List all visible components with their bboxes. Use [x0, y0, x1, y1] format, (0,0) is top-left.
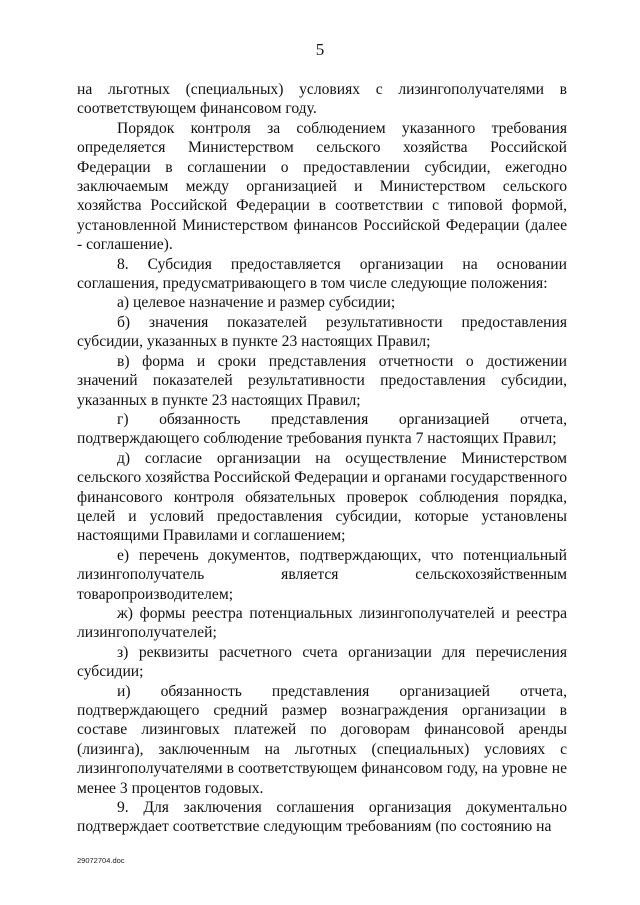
list-item: д) согласие организации на осуществление Министерством сельского хозяйства Российской Федерации и органами государственного финансового контроля обязательных проверок соблюдения порядка, целей и условий предоставления субсидии, которые установлены настоящими Правилами и соглашением; [77, 449, 567, 545]
list-item: б) значения показателей результативности предоставления субсидии, указанных в пункте 23 настоящих Правил; [77, 313, 567, 351]
paragraph: 8. Субсидия предоставляется организации на основании соглашения, предусматривающего в том числе следующие положения: [77, 255, 567, 293]
list-item: е) перечень документов, подтверждающих, что потенциальный лизингополучатель является сельскохозяйственным товаропроизводителем; [77, 546, 567, 603]
paragraph: Порядок контроля за соблюдением указанного требования определяется Министерством сельского хозяйства Российской Федерации в соглашении о предоставлении субсидии, ежегодно заключаемым между организацией и Министерством сельского хозяйства Российской Федерации в соответствии с типовой формой, установленной Министерством финансов Российской Федерации (далее - соглашение). [77, 119, 567, 254]
list-item: а) целевое назначение и размер субсидии; [117, 294, 396, 312]
page-number: 5 [315, 40, 325, 59]
paragraph: на льготных (специальных) условиях с лизингополучателями в соответствующем финансовом году. [77, 81, 567, 118]
list-item: в) форма и сроки представления отчетности о достижении значений показателей результативности предоставления субсидии, указанных в пункте 23 настоящих Правил; [77, 352, 567, 409]
list-item: ж) формы реестра потенциальных лизингополучателей и реестра лизингополучателей; [77, 604, 567, 642]
paragraph: 9. Для заключения соглашения организация документально подтверждает соответствие следующим требованиям (по состоянию на [77, 799, 567, 836]
list-item: и) обязанность представления организацией отчета, подтверждающего средний размер вознаграждения организации в составе лизинговых платежей по договорам финансовой аренды (лизинга), заключенным на льготных (специальных) условиях с лизингополучателями в соответствующем финансовом году, на уровне не менее 3 процентов годовых. [77, 682, 567, 797]
document-body [77, 80, 567, 837]
file-name-footer: 29072704.doc [77, 856, 125, 865]
list-item: з) реквизиты расчетного счета организации для перечисления субсидии; [77, 643, 567, 681]
list-item: г) обязанность представления организацией отчета, подтверждающего соблюдение требования пункта 7 настоящих Правил; [77, 410, 567, 448]
